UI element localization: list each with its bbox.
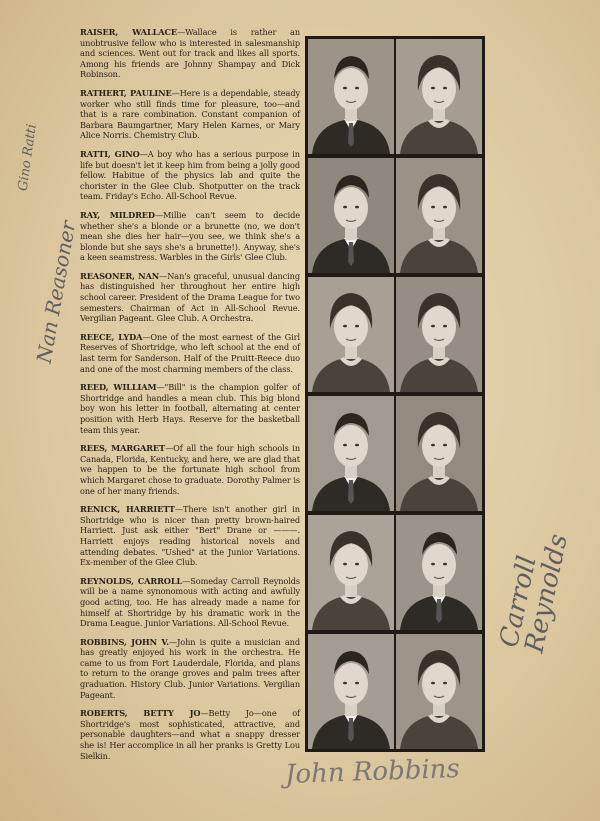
bio-text: —Wallace is rather an unobtrusive fellow who is interested in salesmanship and sciences. Went out for track and likes all sports. Among his friends are Johnny Shampay and Dick Robinson. bbox=[80, 27, 300, 80]
student-portrait bbox=[308, 634, 394, 749]
bio-name: RATHERT, PAULINE bbox=[80, 87, 172, 98]
bio-entry bbox=[80, 708, 300, 761]
student-portrait bbox=[396, 39, 482, 154]
signature-john: John Robbins bbox=[284, 753, 461, 791]
bio-name: RENICK, HARRIETT bbox=[80, 504, 175, 515]
bio-entry bbox=[80, 443, 300, 496]
bio-name: RAY, MILDRED bbox=[80, 209, 155, 220]
signature-nan: Nan Reasoner bbox=[31, 218, 81, 366]
bio-text: —There isn't another girl in Shortridge who is nicer than pretty brown-haired Harriett. Just ask either "Bert" Drane or ———. Harriett enjoys reading historical novels and attending debates. "Ushed" at the Junior Variations. Ex-member of the Glee Club. bbox=[80, 504, 300, 568]
bio-name: RAISER, WALLACE bbox=[80, 27, 178, 37]
bio-text: —A boy who has a serious purpose in life but doesn't let it keep him from being a jolly good fellow. Habitue of the physics lab and quite the chorister in the Glee Club. Shotputter on the track team. Friday's Echo. All-School Revue. bbox=[80, 148, 300, 202]
bio-name: REES, MARGARET bbox=[80, 443, 166, 454]
bio-text: —Betty Jo—one of Shortridge's most sophisticated, attractive, and personable daughters—and what a snappy dresser she is! Her accomplice in all her pranks is Gretty Lou Sielkin. bbox=[80, 708, 300, 761]
portrait-grid bbox=[305, 36, 485, 752]
bio-text: —John is quite a musician and has greatly enjoyed his work in the orchestra. He came to us from Fort Lauderdale, Florida, and plans to return to the orange groves and palm trees after graduation. History Club. Junior Variations. Vergilian Pageant. bbox=[80, 636, 300, 700]
student-portrait bbox=[396, 396, 482, 511]
bio-entry bbox=[80, 27, 300, 80]
student-portrait bbox=[396, 515, 482, 630]
bio-entry bbox=[80, 210, 300, 263]
signature-gino: Gino Ratti bbox=[15, 123, 40, 192]
bio-name: RATTI, GINO bbox=[80, 148, 140, 159]
bio-text: —Here is a dependable, steady worker who still finds time for pleasure, too—and that is a rare combination. Constant companion of Barbara Baumgartner, Mary Helen Karnes, or Mary Alice Norris. Chemistry Club. bbox=[80, 87, 300, 141]
student-portrait bbox=[308, 396, 394, 511]
student-portrait bbox=[396, 277, 482, 392]
student-portrait bbox=[308, 39, 394, 154]
bio-entry bbox=[80, 382, 300, 435]
student-portrait bbox=[308, 277, 394, 392]
student-portrait bbox=[396, 634, 482, 749]
bio-entry bbox=[80, 88, 300, 141]
bio-column bbox=[80, 27, 300, 769]
bio-name: REASONER, NAN bbox=[80, 270, 160, 281]
bio-text: —Nan's graceful, unusual dancing has distinguished her throughout her entire high school career. President of the Drama League for two semesters. Chairman of Act in All-School Revue. Vergilian Pageant. Glee Club. A Orchestra. bbox=[80, 270, 300, 324]
student-portrait bbox=[396, 158, 482, 273]
bio-entry bbox=[80, 637, 300, 701]
student-portrait bbox=[308, 158, 394, 273]
bio-name: REED, WILLIAM bbox=[80, 382, 157, 393]
bio-text: —"Bill" is the champion golfer of Shortridge and handles a mean club. This big blond boy won his letter in football, alternating at center position with Herb Hays. Reserve for the basketball team this year. bbox=[80, 382, 301, 435]
bio-text: —Millie can't seem to decide whether she's a blonde or a brunette (no, we don't mean she dies her hair—you see, we think she's a blonde but she says she's a brunette!). Anyway, she's a keen seamstress. Warbles in the Girls' Glee Club. bbox=[80, 209, 300, 263]
bio-name: ROBERTS, BETTY JO bbox=[80, 708, 201, 719]
bio-text: —One of the most earnest of the Girl Reserves of Shortridge, who left school at the end of last term for Sanderson. Half of the Pruitt-Reece duo and one of the most charming members of the class. bbox=[80, 331, 300, 374]
bio-name: REYNOLDS, CARROLL bbox=[80, 575, 183, 586]
bio-text: —Of all the four high schools in Canada, Florida, Kentucky, and here, we are glad that we happen to be the fortunate high school from which Margaret chose to graduate. Dorothy Palmer is one of her many friends. bbox=[80, 443, 300, 496]
bio-entry bbox=[80, 576, 300, 629]
bio-entry bbox=[80, 149, 300, 202]
bio-entry bbox=[80, 504, 300, 568]
bio-text: —Someday Carroll Reynolds will be a name synonomous with acting and awfully good acting, too. He has already made a name for himself at Shortridge by his dramatic work in the Drama League. Junior Variations. All-School Revue. bbox=[80, 575, 301, 629]
signature-carroll: Carroll Reynolds bbox=[494, 531, 574, 656]
bio-name: ROBBINS, JOHN V. bbox=[80, 636, 169, 647]
bio-entry bbox=[80, 271, 300, 324]
student-portrait bbox=[308, 515, 394, 630]
bio-name: REECE, LYDA bbox=[80, 331, 143, 342]
bio-entry bbox=[80, 332, 300, 374]
